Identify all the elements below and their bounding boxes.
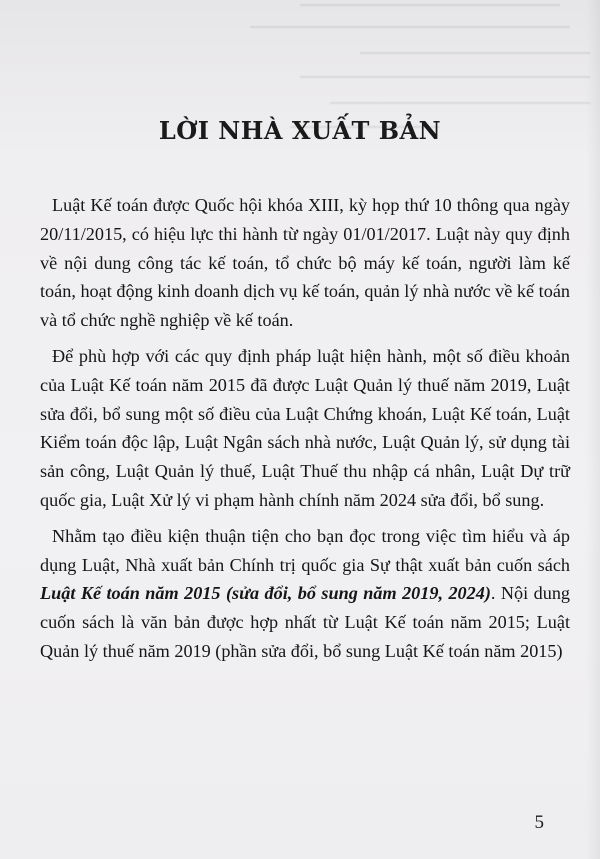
book-title: Luật Kế toán năm 2015 (sửa đổi, bổ sung năm 2019, 2024)	[40, 583, 491, 604]
paragraph-3	[40, 522, 570, 666]
paragraph-1: Luật Kế toán được Quốc hội khóa XIII, kỳ họp thứ 10 thông qua ngày 20/11/2015, có hiệu lực thi hành từ ngày 01/01/2017. Luật này quy định về nội dung công tác kế toán, tổ chức bộ máy kế toán, người làm kế toán, hoạt động kinh doanh dịch vụ kế toán, quản lý nhà nước về kế toán và tổ chức nghề nghiệp về kế toán.	[40, 195, 570, 331]
paragraph-2: Để phù hợp với các quy định pháp luật hiện hành, một số điều khoản của Luật Kế toán năm 2015 đã được Luật Quản lý thuế năm 2019, Luật sửa đổi, bổ sung một số điều của Luật Chứng khoán, Luật Kế toán, Luật Kiểm toán độc lập, Luật Ngân sách nhà nước, Luật Quản lý, sử dụng tài sản công, Luật Quản lý thuế, Luật Thuế thu nhập cá nhân, Luật Dự trữ quốc gia, Luật Xử lý vi phạm hành chính năm 2024 sửa đổi, bổ sung.	[40, 345, 570, 510]
page-edge-shadow	[586, 0, 600, 859]
page-title: LỜI NHÀ XUẤT BẢN	[158, 116, 442, 145]
paragraph-3-rest: . Nội dung cuốn sách là văn bản được hợp nhất từ Luật Kế toán năm 2015; Luật Quản lý thuế năm 2019 (phần sửa đổi, bổ sung Luật Kế toán năm 2015)	[40, 583, 571, 661]
paragraph-3-intro: Nhằm tạo điều kiện thuận tiện cho bạn đọc trong việc tìm hiểu và áp dụng Luật, Nhà xuất bản Chính trị quốc gia Sự thật xuất bản cuốn sách	[40, 525, 570, 575]
page-number: 5	[534, 812, 544, 833]
preface-body	[40, 191, 570, 673]
